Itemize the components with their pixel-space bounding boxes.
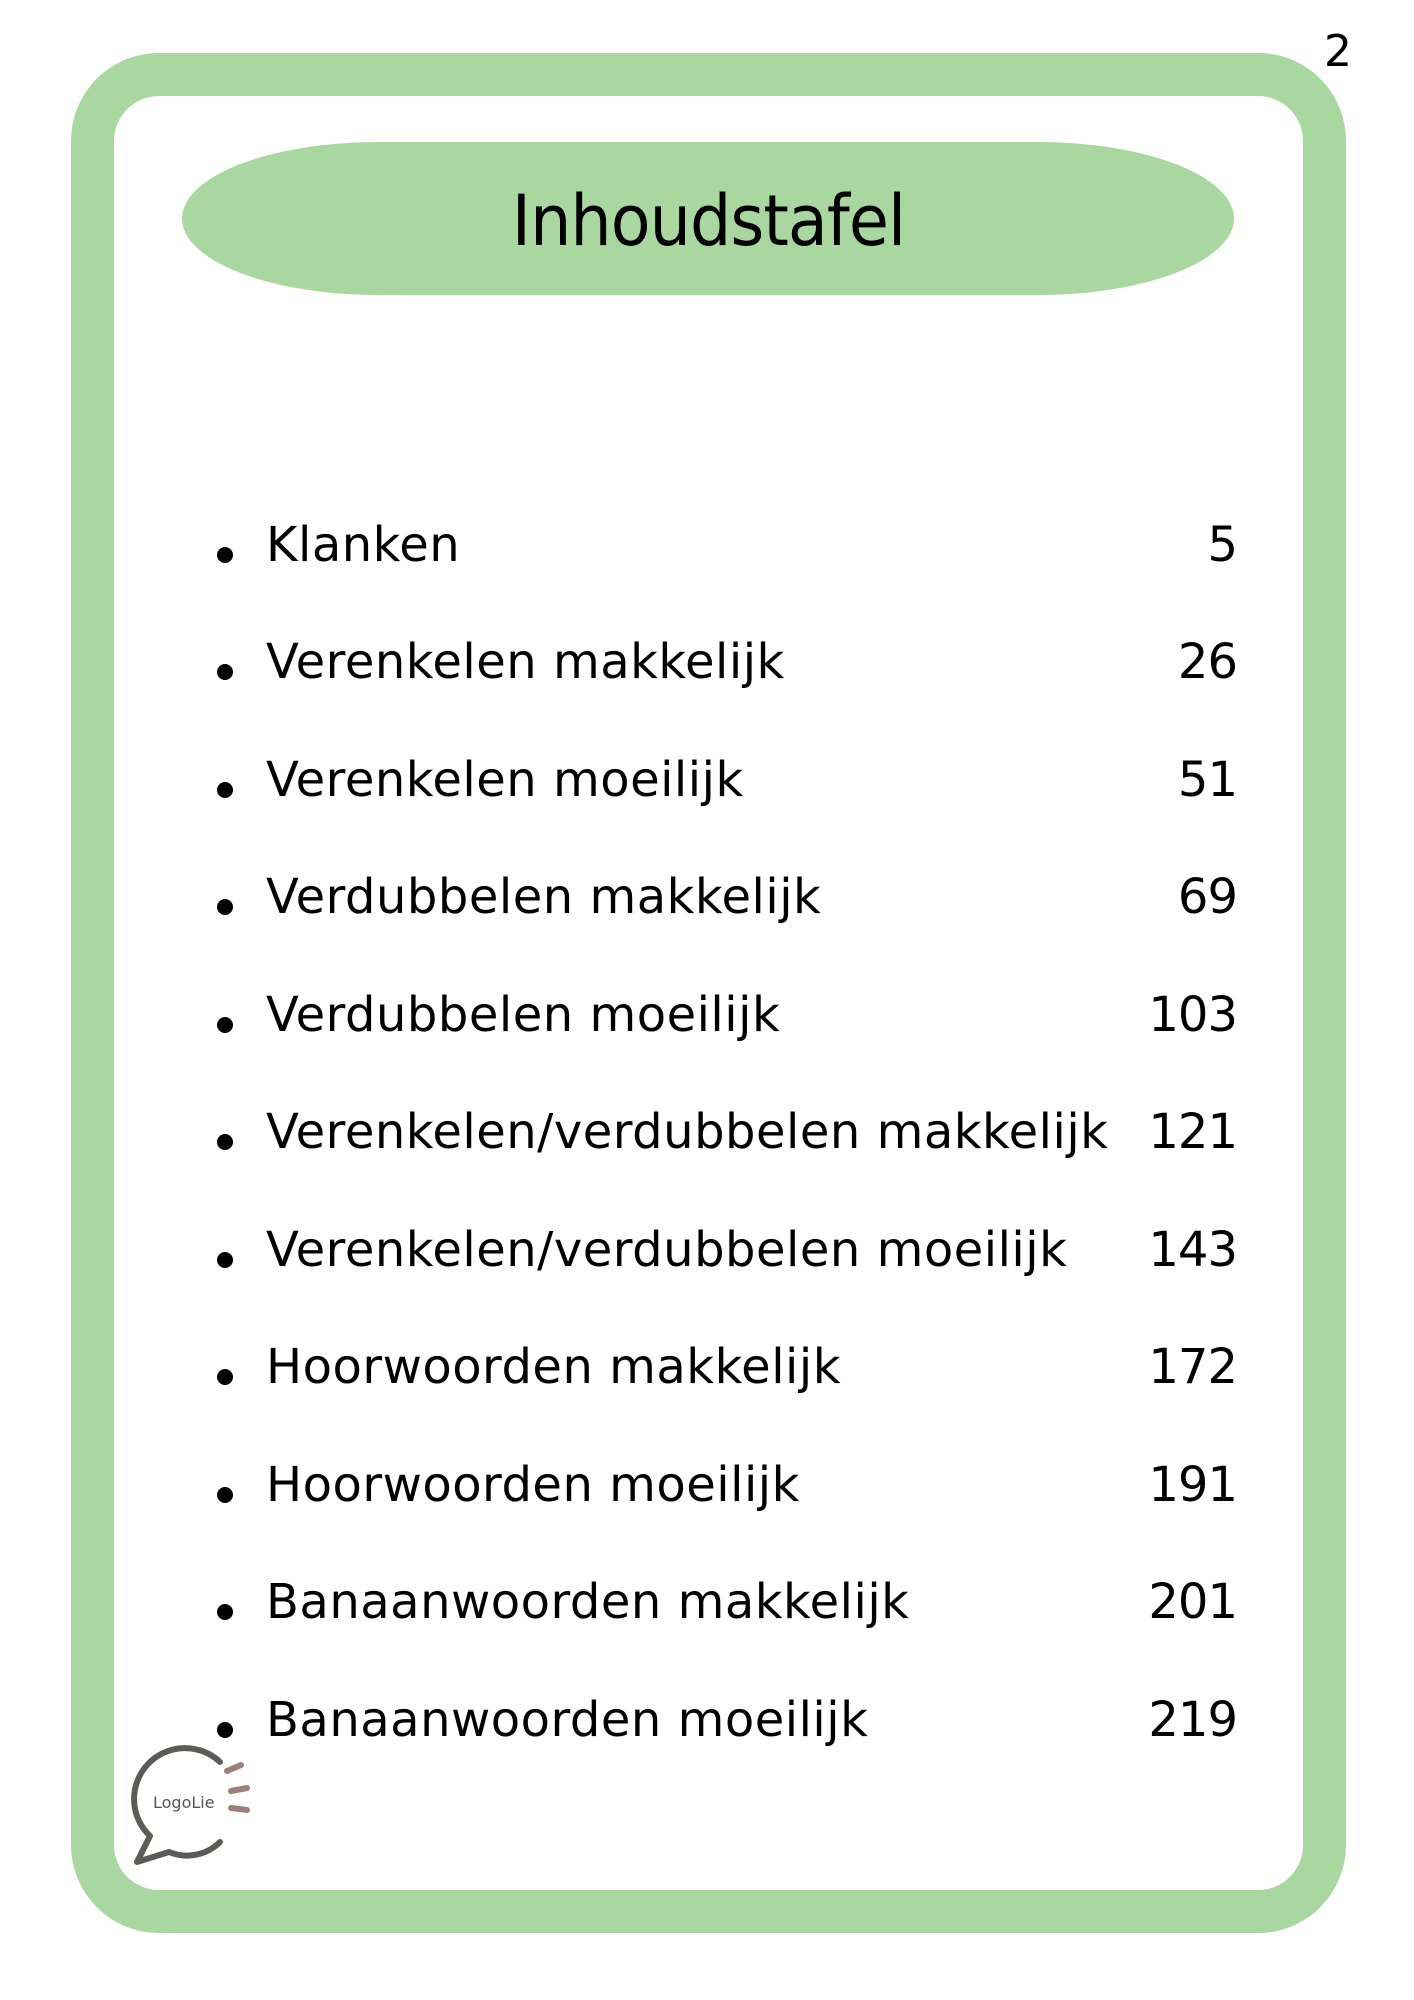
toc-item-page: 26 — [1177, 634, 1237, 690]
logo-text: LogoLie — [153, 1793, 215, 1812]
toc-item-label: Banaanwoorden moeilijk — [266, 1692, 869, 1748]
toc-item-verenkelen-verdubbelen-makkelijk[interactable] — [210, 1097, 1237, 1167]
bullet-icon — [217, 547, 233, 563]
toc-item-verenkelen-makkelijk[interactable] — [210, 627, 1237, 697]
logolie-logo — [125, 1740, 265, 1870]
page-number: 2 — [1324, 26, 1352, 77]
bullet-icon — [217, 782, 233, 798]
toc-item-label: Verenkelen/verdubbelen moeilijk — [266, 1222, 1068, 1278]
toc-item-label: Verenkelen/verdubbelen makkelijk — [266, 1104, 1109, 1160]
toc-item-verdubbelen-moeilijk[interactable] — [210, 980, 1237, 1050]
toc-item-page: 219 — [1148, 1692, 1237, 1748]
toc-item-label: Verenkelen moeilijk — [266, 752, 744, 808]
toc-item-page: 143 — [1148, 1222, 1237, 1278]
toc-item-page: 172 — [1148, 1339, 1237, 1395]
bullet-icon — [217, 1487, 233, 1503]
bullet-icon — [217, 899, 233, 915]
toc-item-page: 103 — [1148, 987, 1237, 1043]
toc-item-verenkelen-moeilijk[interactable] — [210, 745, 1237, 815]
bullet-icon — [217, 1017, 233, 1033]
toc-item-page: 201 — [1148, 1574, 1237, 1630]
toc-item-label: Verenkelen makkelijk — [266, 634, 785, 690]
bullet-icon — [217, 1722, 233, 1738]
toc-item-label: Hoorwoorden moeilijk — [266, 1457, 800, 1513]
toc-item-hoorwoorden-makkelijk[interactable] — [210, 1332, 1237, 1402]
toc-item-page: 69 — [1177, 869, 1237, 925]
toc-item-hoorwoorden-moeilijk[interactable] — [210, 1450, 1237, 1520]
toc-item-label: Klanken — [266, 517, 461, 573]
bullet-icon — [217, 1252, 233, 1268]
toc-item-label: Hoorwoorden makkelijk — [266, 1339, 842, 1395]
toc-item-page: 191 — [1148, 1457, 1237, 1513]
toc-item-label: Verdubbelen moeilijk — [266, 987, 781, 1043]
toc-item-banaanwoorden-moeilijk[interactable] — [210, 1685, 1237, 1755]
toc-item-page: 51 — [1177, 752, 1237, 808]
bullet-icon — [217, 664, 233, 680]
bullet-icon — [217, 1369, 233, 1385]
toc-item-banaanwoorden-makkelijk[interactable] — [210, 1567, 1237, 1637]
toc-item-label: Banaanwoorden makkelijk — [266, 1574, 910, 1630]
toc-item-label: Verdubbelen makkelijk — [266, 869, 822, 925]
toc-item-verenkelen-verdubbelen-moeilijk[interactable] — [210, 1215, 1237, 1285]
toc-item-page: 5 — [1207, 517, 1237, 573]
title-banner — [182, 142, 1234, 295]
page-title: Inhoudstafel — [511, 179, 905, 262]
toc-item-verdubbelen-makkelijk[interactable] — [210, 862, 1237, 932]
bullet-icon — [217, 1604, 233, 1620]
toc-item-klanken[interactable] — [210, 510, 1237, 580]
bullet-icon — [217, 1134, 233, 1150]
toc-item-page: 121 — [1148, 1104, 1237, 1160]
